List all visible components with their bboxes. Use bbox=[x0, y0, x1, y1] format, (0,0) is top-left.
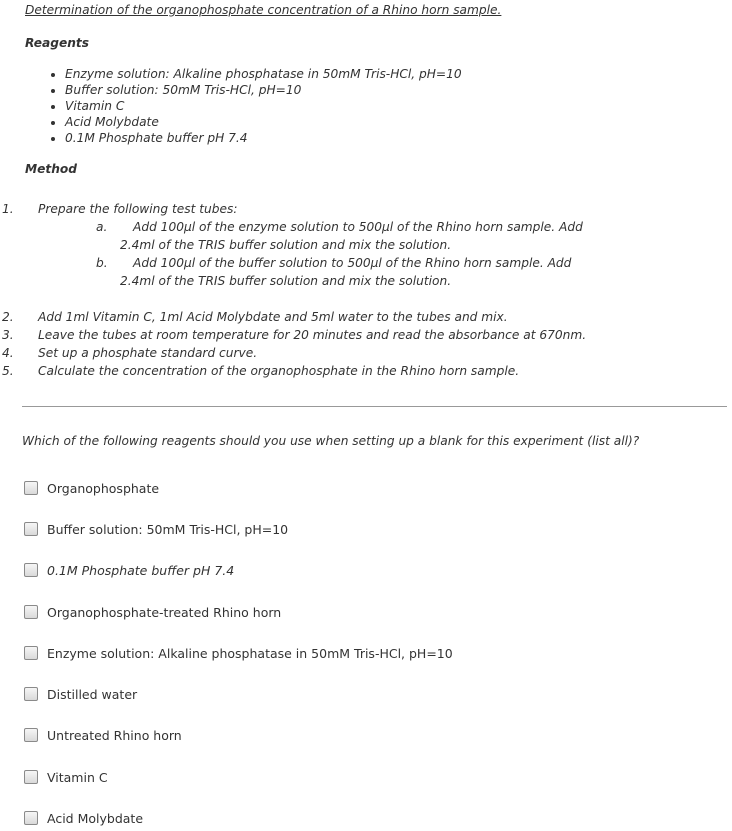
option-label: Acid Molybdate bbox=[47, 810, 144, 826]
reagents-list bbox=[48, 66, 462, 146]
reagent-item: • Buffer solution: 50mM Tris-HCl, pH=10 bbox=[65, 82, 462, 98]
reagent-item: • Enzyme solution: Alkaline phosphatase in 50mM Tris-HCl, pH=10 bbox=[65, 66, 462, 82]
checkbox[interactable] bbox=[24, 605, 38, 619]
option-label: 0.1M Phosphate buffer pH 7.4 bbox=[47, 562, 235, 578]
step-text: Add 1ml Vitamin C, 1ml Acid Molybdate and 5ml water to the tubes and mix. bbox=[38, 310, 508, 324]
method-heading: Method bbox=[25, 162, 77, 176]
checkbox[interactable] bbox=[24, 481, 38, 495]
checkbox[interactable] bbox=[24, 728, 38, 742]
substep-letter: b. bbox=[96, 256, 108, 270]
option-label: Organophosphate bbox=[47, 480, 160, 496]
question-text: Which of the following reagents should you use when setting up a blank for this experiment (list all)? bbox=[22, 434, 640, 448]
step-number: 2. bbox=[2, 310, 14, 324]
section-divider bbox=[22, 406, 727, 407]
step-number: 4. bbox=[2, 346, 14, 360]
checkbox[interactable] bbox=[24, 770, 38, 784]
option-acid-molybdate[interactable] bbox=[24, 808, 143, 828]
option-enzyme-solution[interactable] bbox=[24, 643, 453, 663]
substep-text: 2.4ml of the TRIS buffer solution and mix the solution. bbox=[120, 274, 452, 288]
option-label: Enzyme solution: Alkaline phosphatase in 50mM Tris-HCl, pH=10 bbox=[47, 645, 453, 661]
option-phosphate-buffer[interactable] bbox=[24, 560, 234, 580]
checkbox[interactable] bbox=[24, 687, 38, 701]
reagent-item: • 0.1M Phosphate buffer pH 7.4 bbox=[65, 130, 462, 146]
option-organophosphate[interactable] bbox=[24, 478, 159, 498]
option-distilled-water[interactable] bbox=[24, 684, 137, 704]
option-label: Buffer solution: 50mM Tris-HCl, pH=10 bbox=[47, 521, 289, 537]
substep-text: Add 100µl of the enzyme solution to 500µl of the Rhino horn sample. Add bbox=[133, 220, 583, 234]
option-label: Distilled water bbox=[47, 686, 138, 702]
substep-letter: a. bbox=[96, 220, 108, 234]
option-label: Organophosphate-treated Rhino horn bbox=[47, 604, 282, 620]
checkbox[interactable] bbox=[24, 563, 38, 577]
step-number: 5. bbox=[2, 364, 14, 378]
option-treated-rhino-horn[interactable] bbox=[24, 602, 281, 622]
step-text: Set up a phosphate standard curve. bbox=[38, 346, 258, 360]
substep-text: 2.4ml of the TRIS buffer solution and mix the solution. bbox=[120, 238, 452, 252]
step-text: Prepare the following test tubes: bbox=[38, 202, 238, 216]
option-vitamin-c[interactable] bbox=[24, 767, 108, 787]
option-label: Untreated Rhino horn bbox=[47, 727, 182, 743]
checkbox[interactable] bbox=[24, 646, 38, 660]
reagent-item: • Vitamin C bbox=[65, 98, 462, 114]
page-title: Determination of the organophosphate concentration of a Rhino horn sample. bbox=[25, 3, 502, 17]
checkbox[interactable] bbox=[24, 811, 38, 825]
reagent-item: • Acid Molybdate bbox=[65, 114, 462, 130]
step-number: 1. bbox=[2, 202, 14, 216]
reagents-heading: Reagents bbox=[25, 36, 90, 50]
step-number: 3. bbox=[2, 328, 14, 342]
step-text: Leave the tubes at room temperature for 20 minutes and read the absorbance at 670nm. bbox=[38, 328, 587, 342]
option-untreated-rhino-horn[interactable] bbox=[24, 725, 182, 745]
substep-text: Add 100µl of the buffer solution to 500µl of the Rhino horn sample. Add bbox=[133, 256, 572, 270]
step-text: Calculate the concentration of the organophosphate in the Rhino horn sample. bbox=[38, 364, 520, 378]
option-label: Vitamin C bbox=[47, 769, 108, 785]
option-buffer-solution[interactable] bbox=[24, 519, 288, 539]
checkbox[interactable] bbox=[24, 522, 38, 536]
